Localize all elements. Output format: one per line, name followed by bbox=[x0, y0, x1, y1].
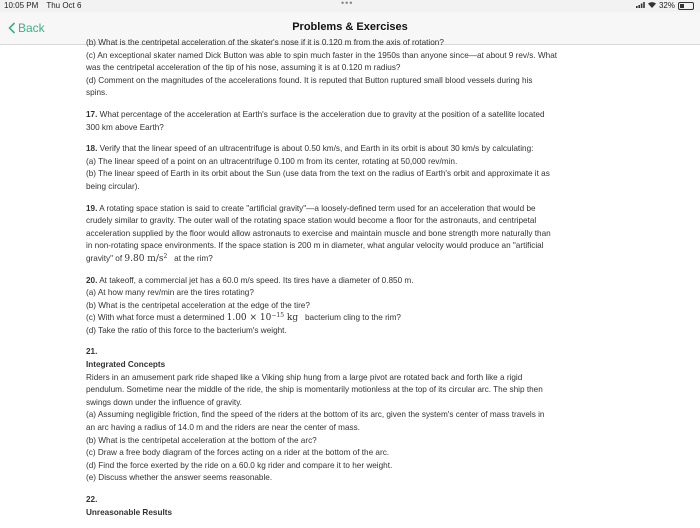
problems-content bbox=[86, 37, 616, 528]
problem-18 bbox=[86, 143, 616, 193]
problem-16-part-c-line2: was the centripetal acceleration of the tip of his nose, assuming it is at 0.120 m radius? bbox=[86, 63, 401, 73]
wifi-icon bbox=[648, 0, 656, 12]
problem-19-line2: crudely similar to gravity. The outer wall of the rotating space station would become a floor for the astronauts, and centripetal bbox=[86, 216, 537, 226]
problem-21-line2: pendulum. Sometime near the middle of the ride, the ship is momentarily motionless at the top of its circular arc. The ship then bbox=[86, 385, 543, 395]
problem-18-number: 18. bbox=[86, 144, 98, 154]
problem-20-math-unit: kg bbox=[286, 313, 299, 324]
problem-16-part-d-line2: spins. bbox=[86, 88, 108, 98]
problem-21-part-c: (c) Draw a free body diagram of the forces acting on a rider at the bottom of the arc. bbox=[86, 448, 390, 458]
problem-21-part-b: (b) What is the centripetal acceleration at the bottom of the arc? bbox=[86, 435, 317, 445]
problem-19 bbox=[86, 203, 616, 266]
problem-17 bbox=[86, 109, 616, 134]
multitasking-dots-icon[interactable]: ••• bbox=[341, 0, 354, 8]
battery-icon bbox=[678, 2, 694, 10]
problem-19-line5a: gravity" of bbox=[86, 253, 123, 263]
problem-16-part-b: (b) What is the centripetal acceleration of the skater's nose if it is 0.120 m from the axis of rotation? bbox=[86, 38, 444, 47]
problem-22-heading: Unreasonable Results bbox=[86, 507, 172, 517]
problem-21-part-d: (d) Find the force exerted by the ride on a 60.0 kg rider and compare it to her weight. bbox=[86, 460, 393, 470]
problem-21-part-a-line1: (a) Assuming negligible friction, find the speed of the riders at the bottom of its arc, given the system's center of mass travels in bbox=[86, 410, 545, 420]
battery-percent: 32% bbox=[658, 1, 675, 10]
problem-19-line3: acceleration supplied by the floor would allow astronauts to exercise and maintain muscle and bone strength more naturally than bbox=[86, 228, 551, 238]
signal-icon bbox=[636, 0, 645, 12]
problem-21-part-a-line2: an arc having a radius of 14.0 m and the riders are near the center of mass. bbox=[86, 423, 360, 433]
problem-20-part-a: (a) At how many rev/min are the tires rotating? bbox=[86, 288, 254, 298]
problem-21-heading: Integrated Concepts bbox=[86, 360, 166, 370]
problem-19-line5b: at the rim? bbox=[174, 253, 213, 263]
problem-20 bbox=[86, 275, 616, 338]
status-bar bbox=[0, 0, 700, 12]
problem-19-math-exp: 2 bbox=[163, 252, 168, 260]
page-title: Problems & Exercises bbox=[292, 21, 408, 33]
status-left bbox=[4, 0, 87, 12]
problem-20-line1: At takeoff, a commercial jet has a 60.0 m/s speed. Its tires have a diameter of 0.850 m. bbox=[99, 275, 414, 285]
problem-19-line4: in non-rotating space environments. If the space station is 200 m in diameter, what angular velocity would produce an "artificial bbox=[86, 241, 544, 251]
problem-16 bbox=[86, 37, 616, 100]
back-label: Back bbox=[18, 21, 45, 35]
problem-22-number: 22. bbox=[86, 495, 98, 504]
problem-21-line3: swings down under the influence of gravity. bbox=[86, 397, 242, 407]
problem-16-part-d-line1: (d) Comment on the magnitudes of the accelerations found. It is reputed that Button ruptured small blood vessels during his bbox=[86, 75, 533, 85]
problem-19-number: 19. bbox=[86, 203, 98, 213]
problem-20-math-exp: −15 bbox=[271, 312, 285, 320]
problem-17-line1: What percentage of the acceleration at Earth's surface is the acceleration due to gravity at the position of a satellite located bbox=[99, 109, 545, 119]
problem-20-number: 20. bbox=[86, 275, 98, 285]
problem-16-part-c-line1: (c) An exceptional skater named Dick Button was able to spin much faster in the 1950s than anyone since—at about 9 rev/s. What bbox=[86, 50, 558, 60]
status-time: 10:05 PM bbox=[4, 1, 39, 10]
problem-19-math bbox=[124, 254, 167, 264]
problem-20-math-base: 1.00 × 10 bbox=[226, 313, 272, 324]
problem-19-math-base: 9.80 m/s bbox=[124, 253, 164, 264]
problem-20-math bbox=[227, 313, 299, 323]
problem-20-part-b: (b) What is the centripetal acceleration at the edge of the tire? bbox=[86, 300, 310, 310]
status-date: Thu Oct 6 bbox=[46, 1, 82, 10]
problem-20-part-d: (d) Take the ratio of this force to the bacterium's weight. bbox=[86, 325, 287, 335]
problem-22 bbox=[86, 494, 616, 519]
problem-17-number: 17. bbox=[86, 109, 98, 119]
problem-20-part-c-text2: bacterium cling to the rim? bbox=[304, 313, 401, 323]
problem-21-part-e: (e) Discuss whether the answer seems reasonable. bbox=[86, 473, 273, 483]
status-right bbox=[636, 0, 694, 12]
problem-18-part-b-line2: being circular). bbox=[86, 181, 140, 191]
problem-21-line1: Riders in an amusement park ride shaped like a Viking ship hung from a large pivot are rotated back and forth like a rigid bbox=[86, 372, 523, 382]
problem-17-line2: 300 km above Earth? bbox=[86, 122, 164, 132]
problem-19-line1: A rotating space station is said to create "artificial gravity"—a loosely-defined term used for an acceleration that would be bbox=[99, 203, 536, 213]
problem-20-part-c-text: (c) With what force must a determined bbox=[86, 313, 225, 323]
problem-21 bbox=[86, 346, 616, 485]
problem-21-number: 21. bbox=[86, 347, 98, 357]
problem-18-part-b-line1: (b) The linear speed of Earth in its orbit about the Sun (use data from the text on the radius of Earth's orbit and approximate it as bbox=[86, 169, 550, 179]
problem-18-line1: Verify that the linear speed of an ultracentrifuge is about 0.50 km/s, and Earth in its orbit is about 30 km/s by calculating: bbox=[99, 144, 534, 154]
problem-18-part-a: (a) The linear speed of a point on an ultracentrifuge 0.100 m from its center, rotating at 50,000 rev/min. bbox=[86, 156, 458, 166]
